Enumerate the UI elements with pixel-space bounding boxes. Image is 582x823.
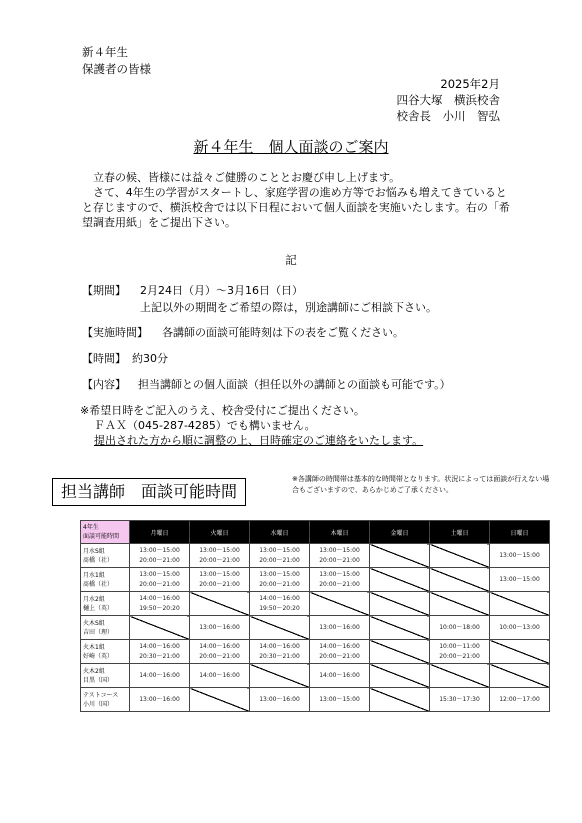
intro-body: さて、4年生の学習がスタートし、家庭学習の進め方等でお悩みも増えてきているとと存じますので、横浜校舎では以下日程において個人面談を実施いたします。右の「希望調査用紙」をご提出下さい。 [82,186,510,229]
time-slot: 12:00～17:00 [499,695,540,703]
time-slot: 20:00～21:00 [199,580,240,588]
unavailable-cell [430,568,490,592]
time-slot: 13:00～16:00 [259,695,300,703]
time-slot: 20:00～21:00 [319,652,360,660]
duration-label: 【時間】 [82,352,126,365]
class-name: 火木S組 [83,619,105,627]
unavailable-cell [130,616,190,640]
time-cell [130,568,190,592]
time-slot: 14:00～16:00 [259,642,300,650]
time-cell [430,688,490,712]
unavailable-cell [190,688,250,712]
time-cell [250,640,310,664]
recipient-guardians: 保護者の皆様 [82,62,151,76]
unavailable-cell [490,592,550,616]
time-cell [190,616,250,640]
table-row [81,568,550,592]
confirmation-note: 提出された方から順に調整の上、日時確定のご連絡をいたします。 [94,434,424,447]
day-header: 木曜日 [310,521,370,544]
time-slot: 13:00～15:00 [199,546,240,554]
teacher-cell [81,568,130,592]
time-cell [190,640,250,664]
unavailable-cell [250,664,310,688]
teacher-name: 髙橋（社） [83,580,114,588]
class-name: テストコース [83,691,119,699]
time-cell [430,640,490,664]
day-header: 金曜日 [370,521,430,544]
unavailable-cell [490,640,550,664]
principal-name: 校舎長 小川 智弘 [396,109,500,123]
time-slot: 15:30～17:30 [439,695,480,703]
teacher-name: 好崎（英） [83,652,114,660]
schedule-corner [81,521,130,544]
page-title [0,136,582,157]
period-note: 上記以外の期間をご希望の際は，別途講師にご相談下さい。 [140,301,437,314]
day-header: 火曜日 [190,521,250,544]
unavailable-cell [430,592,490,616]
schedule-table [80,520,550,712]
time-slot: 20:00～21:00 [139,580,180,588]
time-slot: 14:00～16:00 [139,642,180,650]
time-cell [310,544,370,568]
teacher-name: 髙橋（社） [83,556,114,564]
period-value: 2月24日（月）～3月16日（日） [140,284,303,297]
time-slot: 13:00～15:00 [319,570,360,578]
time-cell [130,664,190,688]
time-slot: 20:00～21:00 [319,556,360,564]
time-slot: 10:00～11:00 [439,642,480,650]
teacher-name: 小川（国） [83,700,114,708]
time-slot: 13:00～15:00 [259,546,300,554]
time-slot: 13:00～15:00 [499,575,540,583]
teacher-name: 樋上（英） [83,604,114,612]
recipient-grade: 新４年生 [82,45,128,59]
time-cell [490,688,550,712]
content-value: 担当講師との個人面談（担任以外の講師との面談も可能です。） [138,378,451,391]
time-cell [130,688,190,712]
time-cell [250,592,310,616]
time-slot: 14:00～16:00 [319,642,360,650]
teacher-cell [81,544,130,568]
time-slot: 13:00～15:00 [139,546,180,554]
time-slot: 19:50～20:20 [259,604,300,612]
time-cell [130,592,190,616]
time-cell [310,568,370,592]
time-cell [310,616,370,640]
table-row [81,664,550,688]
unavailable-cell [370,568,430,592]
time-slot: 13:00～15:00 [139,570,180,578]
teacher-cell [81,616,130,640]
time-slot: 14:00～16:00 [319,671,360,679]
time-cell [250,544,310,568]
issue-date: 2025年2月 [440,77,500,91]
day-header: 月曜日 [130,521,190,544]
duration-value: 約30分 [132,352,168,365]
time-slot: 14:00～16:00 [139,594,180,602]
time-slot: 20:00～21:00 [439,652,480,660]
time-slot: 14:00～16:00 [199,642,240,650]
content-label: 【内容】 [82,378,126,391]
time-slot: 20:00～21:00 [319,580,360,588]
time-slot: 10:00～18:00 [439,623,480,631]
time-slot: 13:00～15:00 [319,546,360,554]
time-slot: 19:50～20:20 [139,604,180,612]
schedule-header-row [81,521,550,544]
table-row [81,616,550,640]
unavailable-cell [490,664,550,688]
time-cell [190,568,250,592]
intro-greeting: 立春の候、皆様には益々ご健勝のこととお慶び申し上げます。 [93,171,401,184]
unavailable-cell [250,616,310,640]
class-name: 火木1組 [83,643,105,651]
time-slot: 13:00～16:00 [319,623,360,631]
time-slot: 13:00～16:00 [199,623,240,631]
time-label: 【実施時間】 [82,326,148,339]
time-cell [310,640,370,664]
time-cell [310,688,370,712]
time-slot: 20:30～21:00 [139,652,180,660]
teacher-name: 吉田（理） [83,628,114,636]
table-row [81,544,550,568]
class-name: 月水1組 [83,571,105,579]
time-cell [430,616,490,640]
unavailable-cell [190,592,250,616]
teacher-name: 目黒（国） [83,676,114,684]
unavailable-cell [310,592,370,616]
time-cell [490,568,550,592]
time-slot: 13:00～15:00 [499,551,540,559]
time-slot: 13:00～15:00 [199,570,240,578]
time-slot: 14:00～16:00 [139,671,180,679]
time-slot: 20:00～21:00 [199,652,240,660]
time-cell [190,664,250,688]
time-slot: 13:00～15:00 [259,570,300,578]
time-slot: 13:00～15:00 [319,695,360,703]
class-name: 月水S組 [83,547,105,555]
ki-mark: 記 [285,253,297,267]
class-name: 月水2組 [83,595,105,603]
time-cell [250,568,310,592]
teacher-cell [81,640,130,664]
corner-label: 面談可能時間 [83,533,120,540]
time-cell [490,616,550,640]
table-row [81,592,550,616]
teacher-cell [81,688,130,712]
time-cell [130,544,190,568]
unavailable-cell [370,616,430,640]
period-label: 【期間】 [82,284,126,297]
teacher-cell [81,592,130,616]
time-cell [130,640,190,664]
day-header: 水曜日 [250,521,310,544]
unavailable-cell [370,592,430,616]
school-name: 四谷大塚 横浜校舎 [396,93,500,107]
time-slot: 20:00～21:00 [199,556,240,564]
teacher-cell [81,664,130,688]
time-cell [310,664,370,688]
class-name: 火木2組 [83,667,105,675]
page-title-text: 新４年生 個人面談のご案内 [193,138,389,156]
time-value: 各講師の面談可能時刻は下の表をご覧ください。 [162,326,404,339]
time-slot: 20:00～21:00 [139,556,180,564]
schedule-disclaimer: ※各講師の時間帯は基本的な時間帯となります。状況によっては面談が行えない場合もございますので、あらかじめご了承ください。 [292,475,550,494]
time-slot: 20:00～21:00 [259,580,300,588]
unavailable-cell [370,640,430,664]
time-slot: 13:00～16:00 [139,695,180,703]
day-header: 土曜日 [430,521,490,544]
time-cell [190,544,250,568]
time-cell [490,544,550,568]
time-slot: 20:30～21:00 [259,652,300,660]
time-cell [250,688,310,712]
time-slot: 14:00～16:00 [199,671,240,679]
unavailable-cell [430,664,490,688]
corner-grade: 4年生 [83,524,99,531]
time-slot: 10:00～13:00 [499,623,540,631]
time-slot: 14:00～16:00 [259,594,300,602]
fax-note: ＦＡＸ（045-287-4285）でも構いません。 [94,419,316,432]
unavailable-cell [370,544,430,568]
time-slot: 20:00～21:00 [259,556,300,564]
unavailable-cell [430,544,490,568]
unavailable-cell [370,664,430,688]
submission-note: ※希望日時をご記入のうえ、校舎受付にご提出ください。 [80,404,365,417]
table-row [81,688,550,712]
day-header: 日曜日 [490,521,550,544]
schedule-heading: 担当講師 面談可能時間 [52,478,246,506]
table-row [81,640,550,664]
unavailable-cell [370,688,430,712]
